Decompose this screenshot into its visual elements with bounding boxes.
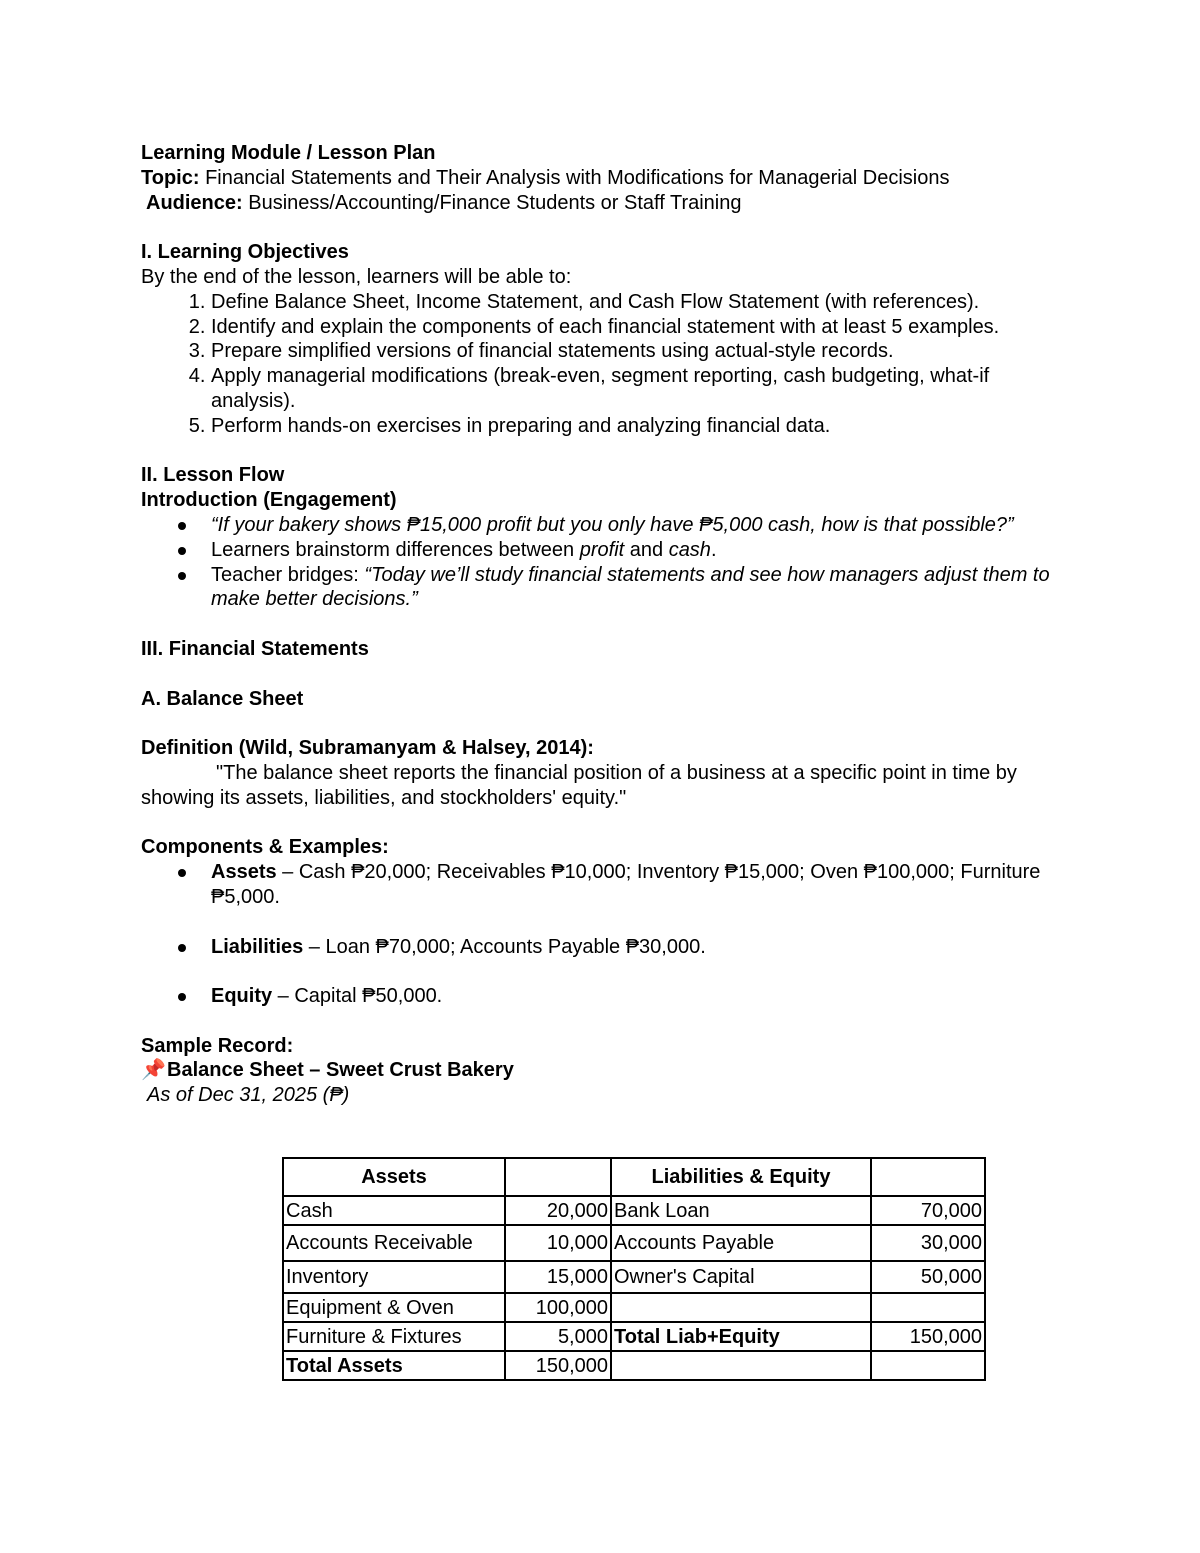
lesson-flow-heading: II. Lesson Flow [141, 464, 285, 487]
equity-label: Equity [211, 985, 273, 1008]
components-list [141, 984, 1061, 1009]
table-cell: Total Assets [283, 1351, 505, 1380]
table-cell: Equipment & Oven [283, 1293, 505, 1322]
components-heading: Components & Examples: [141, 836, 389, 859]
objective-item: 1. Define Balance Sheet, Income Statement, and Cash Flow Statement (with references). [211, 290, 1061, 315]
table-cell [871, 1293, 985, 1322]
table-cell: 100,000 [505, 1293, 611, 1322]
table-cell: Owner's Capital [611, 1261, 871, 1293]
table-cell: 50,000 [871, 1261, 985, 1293]
topic-line [141, 166, 1061, 191]
assets-label: Assets [211, 861, 277, 884]
table-cell: 5,000 [505, 1322, 611, 1351]
table-cell: 15,000 [505, 1261, 611, 1293]
table-cell: Inventory [283, 1261, 505, 1293]
list-item [211, 563, 1061, 613]
column-header [505, 1158, 611, 1196]
objective-item: 4. Apply managerial modifications (break-even, segment reporting, cash budgeting, what-if analysis). [211, 364, 1061, 414]
equity-text: – Capital ₱50,000. [272, 985, 443, 1008]
topic-label: Topic: [141, 166, 200, 189]
objectives-intro: By the end of the lesson, learners will be able to: [141, 265, 572, 288]
definition-text: "The balance sheet reports the financial position of a business at a specific point in time by showing its assets, liabilities, and stockholders' equity." [141, 761, 1017, 809]
introduction-heading: Introduction (Engagement) [141, 489, 397, 512]
sample-record-heading: Sample Record: [141, 1034, 294, 1057]
document-title: Learning Module / Lesson Plan [141, 142, 436, 164]
balance-sheet-heading: A. Balance Sheet [141, 687, 304, 710]
table-row [283, 1293, 985, 1322]
table-cell: Accounts Receivable [283, 1225, 505, 1261]
table-cell: Total Liab+Equity [611, 1322, 871, 1351]
table-row [283, 1322, 985, 1351]
table-cell [611, 1351, 871, 1380]
table-header-row [283, 1158, 985, 1196]
pushpin-icon: 📌 [141, 1059, 166, 1082]
column-header: Liabilities & Equity [611, 1158, 871, 1196]
balance-sheet-table [282, 1157, 986, 1381]
liabilities-label: Liabilities [211, 935, 304, 958]
table-row [283, 1196, 985, 1225]
table-cell: Furniture & Fixtures [283, 1322, 505, 1351]
assets-text: – Cash ₱20,000; Receivables ₱10,000; Inventory ₱15,000; Oven ₱100,000; Furniture ₱5,000. [211, 861, 1041, 908]
objectives-heading: I. Learning Objectives [141, 241, 349, 264]
components-list [141, 935, 1061, 960]
table-cell: Accounts Payable [611, 1225, 871, 1261]
text-span: Learners brainstorm differences between [211, 538, 580, 561]
text-span: . [710, 538, 717, 561]
list-item [211, 538, 1061, 563]
components-list [141, 860, 1061, 910]
table-cell: 70,000 [871, 1196, 985, 1225]
sheet-title: Balance Sheet – Sweet Crust Bakery [167, 1059, 514, 1082]
objectives-list [141, 290, 1061, 439]
financial-statements-heading: III. Financial Statements [141, 637, 369, 660]
text-span: profit [579, 538, 625, 561]
introduction-list [141, 513, 1061, 612]
objective-item: 3. Prepare simplified versions of financial statements using actual-style records. [211, 339, 1061, 364]
text-span: “Today we’ll study financial statements and see how managers adjust them to make better decisions.” [211, 563, 1050, 611]
audience-line [141, 191, 1061, 216]
table-cell: 150,000 [871, 1322, 985, 1351]
table-cell [611, 1293, 871, 1322]
table-cell: 10,000 [505, 1225, 611, 1261]
table-row [283, 1351, 985, 1380]
table-cell: Cash [283, 1196, 505, 1225]
audience-text: Business/Accounting/Finance Students or Staff Training [242, 191, 742, 214]
list-item [211, 935, 1061, 960]
document-body [141, 141, 1061, 1108]
sheet-title-line [141, 1058, 1061, 1083]
audience-label: Audience: [146, 191, 243, 214]
table-cell [871, 1351, 985, 1380]
table-cell: 30,000 [871, 1225, 985, 1261]
as-of-date: As of Dec 31, 2025 (₱) [147, 1084, 350, 1107]
table-cell: 20,000 [505, 1196, 611, 1225]
column-header: Assets [283, 1158, 505, 1196]
liabilities-text: – Loan ₱70,000; Accounts Payable ₱30,000. [303, 935, 706, 958]
text-span: Teacher bridges: [211, 563, 365, 586]
objective-item: 2. Identify and explain the components of each financial statement with at least 5 examples. [211, 315, 1061, 340]
text-span: cash [668, 538, 711, 561]
column-header [871, 1158, 985, 1196]
table-row [283, 1225, 985, 1261]
topic-text: Financial Statements and Their Analysis with Modifications for Managerial Decisions [199, 166, 950, 189]
definition-heading: Definition (Wild, Subramanyam & Halsey, 2014): [141, 737, 594, 760]
table-cell: Bank Loan [611, 1196, 871, 1225]
table-row [283, 1261, 985, 1293]
list-item [211, 860, 1061, 910]
list-item [211, 984, 1061, 1009]
table-cell: 150,000 [505, 1351, 611, 1380]
text-span: and [624, 538, 669, 561]
list-item: “If your bakery shows ₱15,000 profit but you only have ₱5,000 cash, how is that possible?” [211, 513, 1061, 538]
objective-item: 5. Perform hands-on exercises in preparing and analyzing financial data. [211, 414, 1061, 439]
